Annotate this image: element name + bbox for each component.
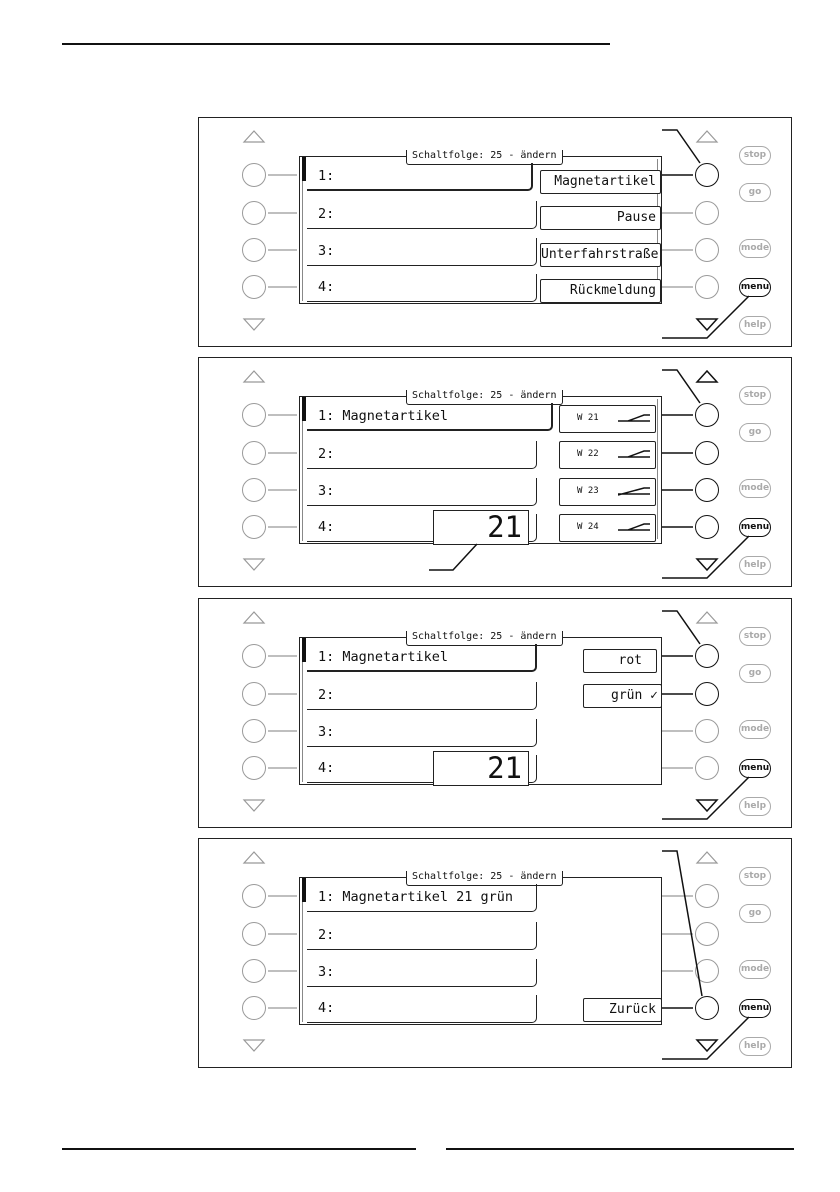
panel-3-device [198,598,792,828]
panel-2-device [198,357,792,587]
left-button-4[interactable] [242,996,266,1020]
field-4[interactable]: 4: [307,274,537,302]
stop-button[interactable]: stop [739,146,771,165]
field-1[interactable]: 1: Magnetartikel [307,644,537,672]
arrow-up-left-icon [244,852,264,863]
option-pause[interactable]: Pause [540,206,661,230]
turnout-straight-icon [618,521,650,533]
turnout-straight-icon [618,448,650,460]
field-4[interactable]: 4: [307,514,537,542]
arrow-up-left-icon [244,371,264,382]
field-2[interactable]: 2: [307,922,537,950]
left-button-4[interactable] [242,515,266,539]
lcd-display [299,871,662,1025]
panel-4-device [198,838,792,1068]
right-button-1[interactable] [695,644,719,668]
panel-1-device [198,117,792,347]
stop-button[interactable]: stop [739,386,771,405]
field-1[interactable]: 1: Magnetartikel [307,403,553,431]
right-button-3[interactable] [695,238,719,262]
field-4[interactable]: 4: [307,755,537,783]
left-button-1[interactable] [242,403,266,427]
left-button-1[interactable] [242,163,266,187]
left-button-1[interactable] [242,884,266,908]
left-button-3[interactable] [242,238,266,262]
turnout-diverging-icon [618,485,650,497]
turnout-w22[interactable] [559,441,656,469]
right-button-4[interactable] [695,996,719,1020]
right-button-2[interactable] [695,922,719,946]
field-2[interactable]: 2: [307,201,537,229]
left-button-4[interactable] [242,275,266,299]
menu-button[interactable]: menu [739,759,771,778]
arrow-up-left-icon [244,131,264,142]
arrow-up-left-icon [244,612,264,623]
arrow-down-left-icon [244,800,264,811]
left-button-2[interactable] [242,441,266,465]
menu-button[interactable]: menu [739,278,771,297]
left-button-2[interactable] [242,922,266,946]
right-button-2[interactable] [695,441,719,465]
turnout-straight-icon [618,412,650,424]
left-button-3[interactable] [242,478,266,502]
lcd-display [299,390,662,544]
arrow-down-left-icon [244,319,264,330]
right-button-4[interactable] [695,756,719,780]
field-1[interactable]: 1: [307,163,533,191]
lcd-title: Schaltfolge: 25 - ändern [406,390,563,405]
left-button-2[interactable] [242,201,266,225]
bottom-rule-right [446,1148,794,1150]
bottom-rule-left [62,1148,416,1150]
help-button[interactable]: help [739,1037,771,1056]
option-rot[interactable]: rot [583,649,657,673]
field-3[interactable]: 3: [307,478,537,506]
go-button[interactable]: go [739,664,771,683]
stop-button[interactable]: stop [739,627,771,646]
lcd-display [299,631,662,785]
right-button-3[interactable] [695,719,719,743]
right-button-1[interactable] [695,884,719,908]
mode-button[interactable]: mode [739,479,771,498]
right-button-3[interactable] [695,478,719,502]
arrow-up-right-icon [697,612,717,623]
right-button-2[interactable] [695,682,719,706]
turnout-label: W 23 [577,486,599,496]
arrow-down-right-icon [697,800,717,811]
lcd-title: Schaltfolge: 25 - ändern [406,631,563,646]
right-button-3[interactable] [695,959,719,983]
field-2[interactable]: 2: [307,441,537,469]
field-3[interactable]: 3: [307,719,537,747]
field-3[interactable]: 3: [307,959,537,987]
option-rueckmeldung[interactable]: Rückmeldung [540,279,661,303]
lcd-title: Schaltfolge: 25 - ändern [406,150,563,165]
option-gruen[interactable] [583,684,662,708]
turnout-w23[interactable] [559,478,656,506]
right-button-1[interactable] [695,403,719,427]
right-button-4[interactable] [695,275,719,299]
mode-button[interactable]: mode [739,720,771,739]
help-button[interactable]: help [739,556,771,575]
go-button[interactable]: go [739,423,771,442]
turnout-w24[interactable] [559,514,656,542]
mode-button[interactable]: mode [739,239,771,258]
right-button-2[interactable] [695,201,719,225]
address-display: 21 [433,510,529,545]
mode-button[interactable]: mode [739,960,771,979]
help-button[interactable]: help [739,316,771,335]
menu-button[interactable]: menu [739,518,771,537]
option-unterfahrstrasse[interactable]: Unterfahrstraße [540,243,661,267]
go-button[interactable]: go [739,904,771,923]
option-magnetartikel[interactable]: Magnetartikel [540,170,661,194]
turnout-label: W 24 [577,522,599,532]
check-icon: ✓ [650,688,658,703]
lcd-title: Schaltfolge: 25 - ändern [406,871,563,886]
menu-button[interactable]: menu [739,999,771,1018]
left-button-3[interactable] [242,719,266,743]
arrow-down-left-icon [244,1040,264,1051]
left-button-1[interactable] [242,644,266,668]
arrow-down-right-icon [697,1040,717,1051]
left-button-4[interactable] [242,756,266,780]
back-button[interactable]: Zurück [583,998,662,1022]
go-button[interactable]: go [739,183,771,202]
arrow-down-left-icon [244,559,264,570]
stop-button[interactable]: stop [739,867,771,886]
arrow-up-right-icon [697,852,717,863]
left-button-3[interactable] [242,959,266,983]
right-button-1[interactable] [695,163,719,187]
arrow-down-right-icon [697,319,717,330]
arrow-down-right-icon [697,559,717,570]
field-2[interactable]: 2: [307,682,537,710]
lcd-display [299,150,662,304]
arrow-up-right-icon [697,371,717,382]
address-display: 21 [433,751,529,786]
top-rule [62,43,610,45]
turnout-w21[interactable] [559,405,656,433]
option-label: grün [611,688,643,703]
field-3[interactable]: 3: [307,238,537,266]
help-button[interactable]: help [739,797,771,816]
turnout-label: W 21 [577,413,599,423]
left-button-2[interactable] [242,682,266,706]
arrow-up-right-icon [697,131,717,142]
turnout-label: W 22 [577,449,599,459]
field-4[interactable]: 4: [307,995,537,1023]
right-button-4[interactable] [695,515,719,539]
field-1[interactable]: 1: Magnetartikel 21 grün [307,884,537,912]
